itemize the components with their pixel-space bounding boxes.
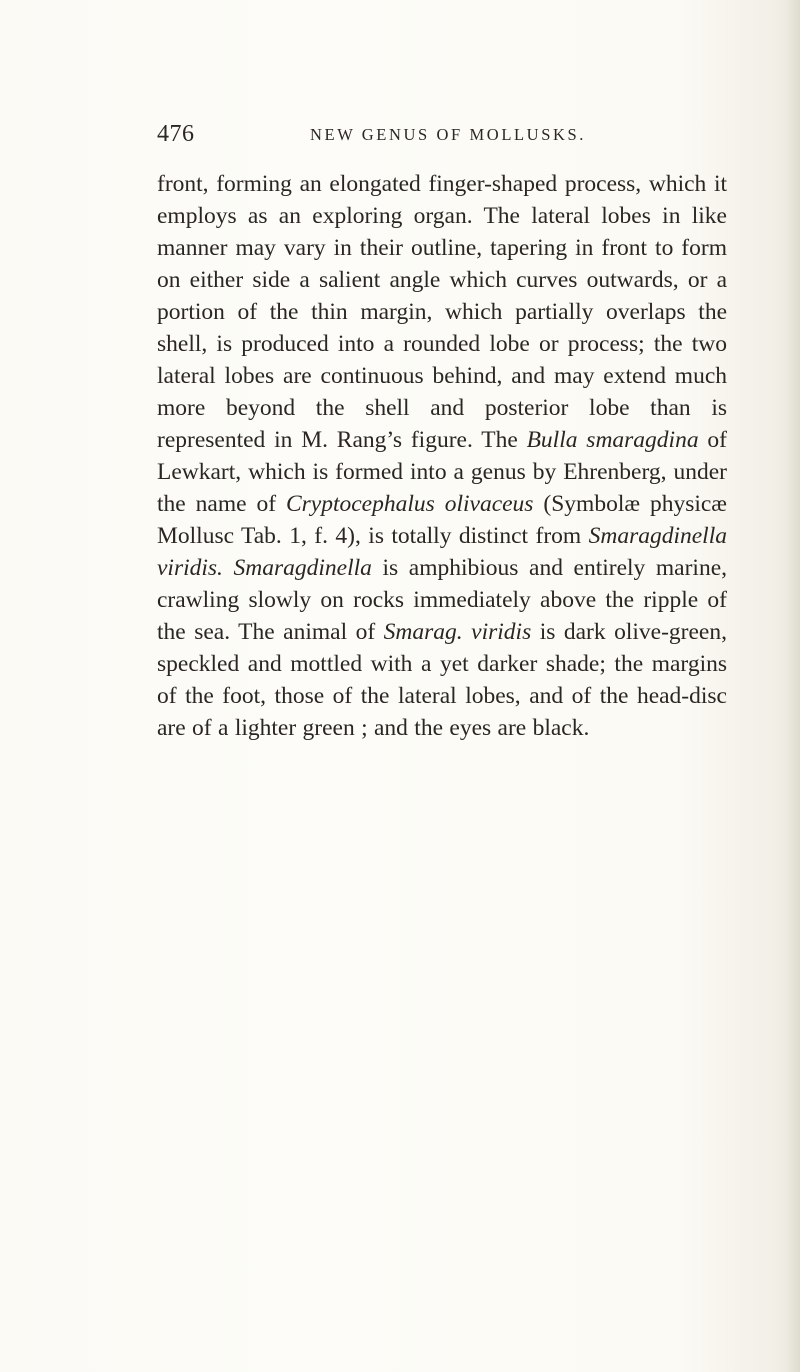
page-header: [157, 121, 717, 153]
text-segment: is dark olive-green, speckled and mottled with a yet darker shade; the margins of the foot, those of the lateral lobes, and of the head-disc are of a lighter green ; and the eyes are black.: [157, 619, 727, 741]
species-name-bulla-smaragdina: Bulla smaragdina: [526, 427, 699, 453]
text-segment: [223, 555, 234, 581]
text-segment: of Lewkart, which is formed into a genus by Ehrenberg, under the name of: [157, 427, 727, 517]
body-paragraph: [157, 168, 727, 744]
page-edge-shadow: [786, 0, 800, 1372]
text-segment: front, forming an elongated finger-shaped process, which it employs as an exploring organ. The lateral lobes in like manner may vary in their outline, tapering in front to form on either side a salient angle which curves outwards, or a portion of the thin margin, which partially overlaps the shell, is produced into a rounded lobe or process; the two lateral lobes are continuous behind, and may extend much more beyond the shell and posterior lobe than is represented in M. Rang’s figure. The: [157, 171, 727, 453]
species-name-cryptocephalus-olivaceus: Cryptocephalus olivaceus: [285, 491, 534, 517]
text-segment: (Symbolæ physicæ Mollusc Tab. 1, f. 4), is totally distinct from: [157, 491, 727, 549]
genus-name-smaragdinella: Smaragdinella: [233, 555, 372, 581]
species-name-smaragdinella-viridis: Smaragdinella viridis.: [157, 523, 727, 581]
species-name-smarag-viridis: Smarag. viridis: [383, 619, 532, 645]
running-head: NEW GENUS OF MOLLUSKS.: [310, 125, 586, 144]
page-number: 476: [157, 121, 195, 147]
text-segment: is amphibious and entirely marine, crawling slowly on rocks immediately above the ripple of the sea. The animal of: [157, 555, 727, 645]
